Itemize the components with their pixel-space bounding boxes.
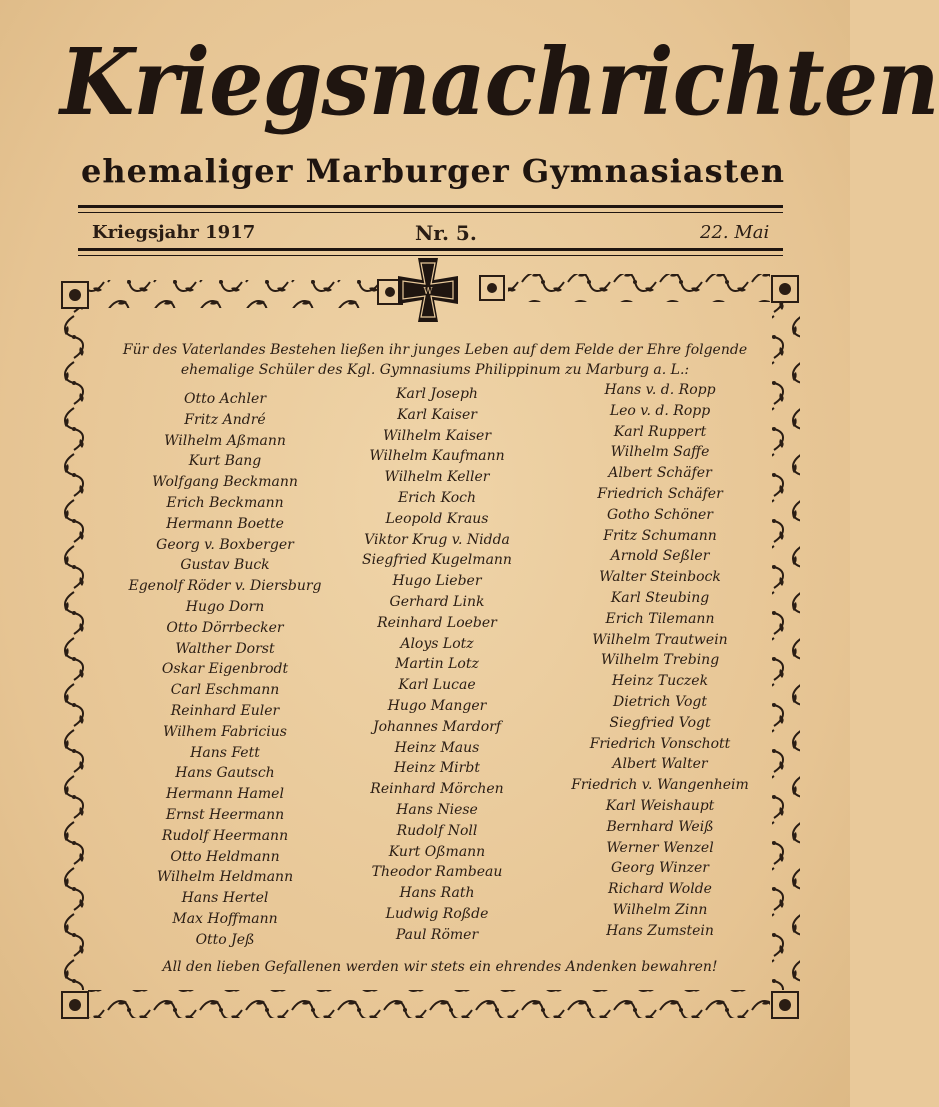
list-item: Hermann Boette — [166, 515, 284, 532]
list-item: Karl Lucae — [398, 677, 476, 694]
list-item: Hans Fett — [190, 744, 260, 761]
list-item: Hans Zumstein — [606, 922, 714, 939]
list-item: Wilhelm Trebing — [600, 652, 720, 669]
rule-top-thin — [78, 212, 783, 213]
list-item: Wilhelm Zinn — [612, 901, 708, 918]
list-item: Siegfried Vogt — [609, 714, 711, 731]
list-item: Hugo Dorn — [185, 598, 265, 615]
list-item: Albert Schäfer — [608, 465, 712, 482]
list-item: Ernst Heermann — [165, 806, 285, 823]
list-item: Oskar Eigenbrodt — [161, 661, 289, 678]
list-item: Erich Tilemann — [605, 610, 715, 627]
rule-bottom-thick — [78, 248, 783, 251]
list-item: Heinz Mirbt — [394, 760, 480, 777]
list-item: Hugo Lieber — [392, 573, 482, 590]
list-item: Leo v. d. Ropp — [609, 402, 711, 419]
list-item: Hans Gautsch — [175, 765, 275, 782]
issue-date: 22. Mai — [700, 222, 770, 243]
list-item: Paul Römer — [395, 926, 479, 943]
list-item: Georg v. Boxberger — [156, 536, 294, 553]
names-column-2 — [332, 384, 542, 946]
list-item: Aloys Lotz — [400, 635, 474, 652]
list-item: Johannes Mardorf — [373, 718, 501, 735]
list-item: Walter Steinbock — [599, 569, 721, 586]
list-item: Rudolf Heermann — [161, 827, 289, 844]
list-item: Gotho Schöner — [606, 506, 713, 523]
list-item: Wilhelm Kaiser — [382, 427, 492, 444]
list-item: Hans Hertel — [181, 890, 269, 907]
list-item: Reinhard Loeber — [377, 614, 497, 631]
list-item: Max Hoffmann — [172, 910, 278, 927]
issue-year: Kriegsjahr 1917 — [92, 222, 256, 243]
list-item: Theodor Rambeau — [371, 864, 503, 881]
list-item: Wilhelm Keller — [384, 469, 490, 486]
list-item: Rudolf Noll — [396, 822, 478, 839]
rule-top-thick — [78, 205, 783, 208]
list-item: Georg Winzer — [611, 860, 709, 877]
list-item: Karl Joseph — [396, 386, 478, 402]
list-item: Otto Dörrbecker — [166, 619, 284, 636]
list-item: Fritz Schumann — [603, 527, 717, 544]
list-item: Wilhelm Kaufmann — [369, 448, 505, 465]
names-column-3 — [555, 380, 765, 942]
list-item: Heinz Maus — [394, 739, 480, 756]
list-item: Hugo Manger — [387, 697, 487, 714]
list-item: Karl Weishaupt — [605, 797, 715, 814]
list-item: Ludwig Roßde — [385, 905, 489, 922]
list-item: Karl Kaiser — [397, 406, 477, 423]
list-item: Fritz André — [184, 411, 266, 428]
list-item: Gustav Buck — [180, 557, 270, 574]
list-item: Erich Beckmann — [166, 494, 284, 511]
list-item: Gerhard Link — [389, 593, 485, 610]
list-item: Egenolf Röder v. Diersburg — [128, 578, 322, 595]
list-item: Hans Rath — [399, 885, 475, 902]
list-item: Wilhelm Trautwein — [592, 631, 728, 648]
intro-text: Für des Vaterlandes Bestehen ließen ihr junges Leben auf dem Felde der Ehre folgende ehemalige Schüler des Kgl. Gymnasiums Philippinum zu Marburg a. L.: — [122, 342, 748, 378]
list-item: Otto Heldmann — [170, 848, 280, 865]
list-item: Hans Niese — [396, 801, 478, 818]
list-item: Hans v. d. Ropp — [604, 382, 716, 398]
list-item: Reinhard Mörchen — [370, 781, 504, 798]
list-item: Leopold Kraus — [385, 510, 489, 527]
list-item: Wilhelm Heldmann — [156, 869, 294, 886]
masthead-title: Kriegsnachrichten — [60, 28, 939, 136]
list-item: Friedrich Vonschott — [589, 735, 731, 752]
list-item: Otto Jeß — [195, 931, 255, 948]
list-item: Wilhem Fabricius — [163, 723, 287, 740]
list-item: Wilhelm Saffe — [610, 444, 710, 461]
list-item: Viktor Krug v. Nidda — [364, 531, 510, 548]
list-item: Werner Wenzel — [606, 839, 714, 856]
list-item: Kurt Oßmann — [388, 843, 486, 860]
list-item: Karl Ruppert — [613, 423, 707, 440]
list-item: Friedrich v. Wangenheim — [571, 777, 749, 794]
list-item: Kurt Bang — [188, 453, 262, 470]
list-item: Erich Koch — [397, 489, 477, 506]
list-item: Heinz Tuczek — [611, 673, 709, 690]
masthead-subtitle: ehemaliger Marburger Gymnasiasten — [81, 152, 785, 190]
svg-text:W: W — [423, 287, 433, 297]
iron-cross-icon — [392, 254, 464, 326]
list-item: Carl Eschmann — [170, 682, 280, 699]
list-item: Otto Achler — [183, 391, 267, 407]
list-item: Friedrich Schäfer — [597, 485, 723, 502]
list-item: Martin Lotz — [395, 656, 479, 673]
list-item: Bernhard Weiß — [606, 818, 714, 835]
list-item: Siegfried Kugelmann — [362, 552, 512, 569]
closing-text: All den lieben Gefallenen werden wir stets ein ehrendes Andenken bewahren! — [162, 959, 718, 975]
list-item: Karl Steubing — [610, 589, 710, 606]
list-item: Albert Walter — [612, 756, 708, 773]
list-item: Arnold Seßler — [610, 548, 710, 565]
list-item: Richard Wolde — [608, 881, 712, 898]
list-item: Hermann Hamel — [166, 786, 284, 803]
list-item: Wolfgang Beckmann — [152, 474, 298, 491]
list-item: Walther Dorst — [175, 640, 275, 657]
names-column-1 — [120, 389, 330, 951]
list-item: Wilhelm Aßmann — [164, 432, 286, 449]
issue-number: Nr. 5. — [415, 221, 477, 245]
list-item: Reinhard Euler — [170, 702, 280, 719]
list-item: Dietrich Vogt — [613, 693, 707, 710]
